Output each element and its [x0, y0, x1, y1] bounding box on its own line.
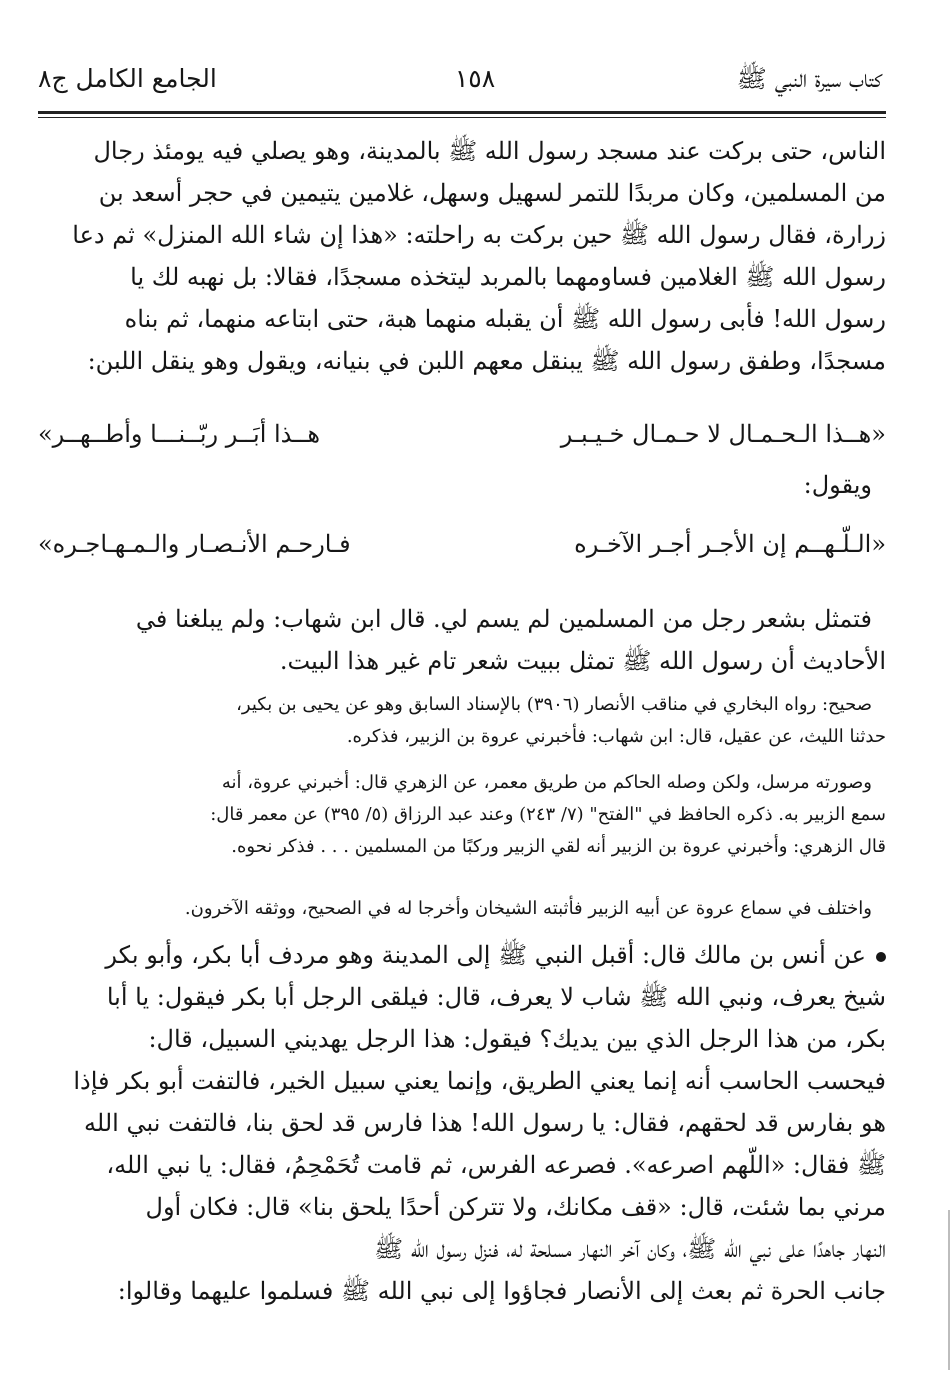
text-line: ﷺ فقال: «اللّهم اصرعه». فصرعه الفرس، ثم قامت تُحَمْحِمُ، فقال: يا نبي الله، [106, 1151, 886, 1179]
page-number: ١٥٨ [454, 64, 496, 93]
verse-hemistich-left: فـارحـم الأنـصـار والـمـهـاجـره» [38, 530, 351, 558]
note-line: قال الزهري: وأخبرني عروة بن الزبير أنه لقي الزبير وركبًا من المسلمين . . . فذكر نحوه. [231, 836, 886, 857]
text-line: رسول الله ﷺ الغلامين فساومهما بالمربد ليتخذه مسجدًا، فقالا: بل نهبه لك يا [130, 263, 886, 291]
text-line: عن أنس بن مالك قال: أقبل النبي ﷺ إلى المدينة وهو مردف أبا بكر، وأبو بكر [105, 941, 866, 969]
text-line: بكر، من هذا الرجل الذي بين يديك؟ فيقول: هذا الرجل يهديني السبيل، قال: [148, 1025, 886, 1053]
running-header-book-title: كتاب سيرة النبي ﷺ [736, 64, 882, 93]
text-line: النهار جاهدًا على نبي الله ﷺ، وكان آخر النهار مسلحة له، فنزل رسول الله ﷺ [374, 1235, 886, 1263]
text-line: هو بفارس قد لحقهم، فقال: يا رسول الله! هذا فارس قد لحق بنا، فالتفت نبي الله [84, 1109, 886, 1137]
text-line: فيحسب الحاسب أنه إنما يعني الطريق، وإنما يعني سبيل الخير، فالتفت أبو بكر فإذا [73, 1067, 886, 1095]
text-line: زرارة، فقال رسول الله ﷺ حين بركت به راحلته: «هذا إن شاء الله المنزل» ثم دعا [72, 221, 886, 249]
text-line: من المسلمين، وكان مربدًا للتمر لسهيل وسهل، غلامين يتيمين في حجر أسعد بن [98, 179, 886, 207]
verse-hemistich-left: هــذا أبَــر ربّــنـــا وأطــهــر» [38, 420, 320, 448]
text-line: جانب الحرة ثم بعث إلى الأنصار فجاؤوا إلى نبي الله ﷺ فسلموا عليهما وقالوا: [117, 1277, 886, 1305]
verse-hemistich-right: «هــذا الـحـمـال لا حـمـال خـيـبـر [560, 420, 886, 448]
note-line: واختلف في سماع عروة عن أبيه الزبير فأثبته الشيخان وأخرجا له في الصحيح، ووثقه الآخرون. [184, 898, 872, 919]
bullet-icon [876, 952, 886, 962]
note-line: صحيح: رواه البخاري في مناقب الأنصار (٣٩٠٦) بالإسناد السابق وهو عن يحيى بن بكير، [236, 694, 872, 715]
verse-hemistich-right: «الـلّـهــم إن الأجـر أجـر الآخـره [574, 530, 886, 558]
text-line-first [105, 936, 886, 974]
text-line: مسجدًا، وطفق رسول الله ﷺ يبنقل معهم اللبن في بنيانه، ويقول وهو ينقل اللبن: [87, 347, 886, 375]
text-line: شيخ يعرف، ونبي الله ﷺ شاب لا يعرف، قال: فيلقى الرجل أبا بكر فيقول: يا أبا [106, 983, 886, 1011]
note-line: وصورته مرسل، ولكن وصله الحاكم من طريق معمر، عن الزهري قال: أخبرني عروة، أنه [221, 772, 872, 793]
note-line: سمع الزبير به. ذكره الحافظ في "الفتح" (٧/ ٢٤٣) وعند عبد الرزاق (٥/ ٣٩٥) عن معمر قال: [210, 804, 886, 825]
text-line: فتمثل بشعر رجل من المسلمين لم يسم لي. قال ابن شهاب: ولم يبلغنا في [135, 605, 872, 633]
running-header-volume: الجامع الكامل ج٨ [38, 64, 217, 93]
header-thin-rule [38, 117, 886, 118]
text-line: رسول الله! فأبى رسول الله ﷺ أن يقبله منهما هبة، حتى ابتاعه منهما، ثم بناه [124, 305, 886, 333]
verse-intro: ويقول: [803, 471, 872, 499]
text-line: الأحاديث أن رسول الله ﷺ تمثل ببيت شعر تام غير هذا البيت. [279, 647, 886, 675]
text-line: مرني بما شئت، قال: «قف مكانك، ولا تتركن أحدًا يلحق بنا» قال: فكان أول [145, 1193, 886, 1221]
note-line: حدثنا الليث، عن عقيل، قال: ابن شهاب: فأخبرني عروة بن الزبير، فذكره. [346, 726, 886, 747]
header-thick-rule [38, 111, 886, 114]
text-line: الناس، حتى بركت عند مسجد رسول الله ﷺ بالمدينة، وهو يصلي فيه يومئذ رجال [93, 137, 886, 165]
